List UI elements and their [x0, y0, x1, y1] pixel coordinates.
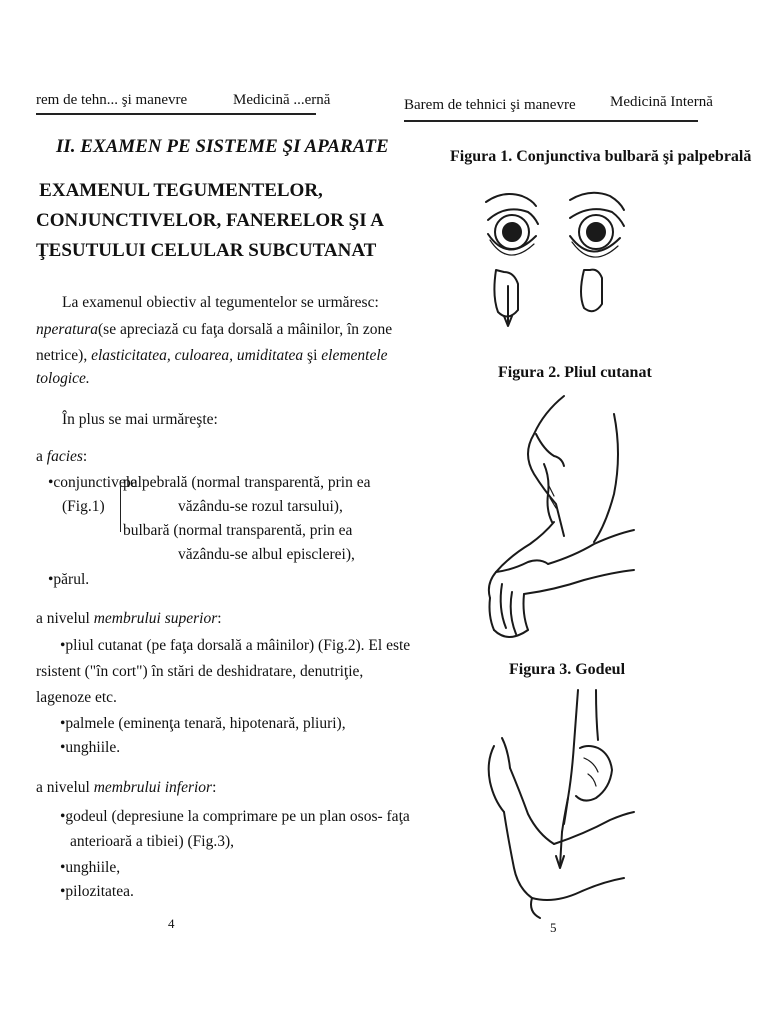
- right-page: [384, 0, 768, 1024]
- chapter-title: [36, 176, 385, 266]
- pitting-line: •godeul (depresiune la comprimare pe un plan osos- faţa: [60, 808, 410, 825]
- lower-limb-line: [36, 778, 216, 798]
- upper-limb-word: membrului superior: [93, 610, 218, 627]
- facies-word: facies: [46, 448, 83, 465]
- intro-italic: elasticitatea, culoarea, umiditatea: [91, 347, 304, 364]
- intro-text: netrice),: [36, 347, 92, 364]
- facies-colon: :: [82, 448, 88, 465]
- lower-limb-word: membrului inferior: [93, 779, 213, 796]
- section-title: II. EXAMEN PE SISTEME ŞI APARATE: [56, 136, 389, 157]
- eyes-lower-lid-pulled-drawing: [478, 186, 648, 336]
- edema-pitting-shin-drawing: [484, 688, 634, 920]
- palpebral-line: palpebrală (normal transparentă, prin ea: [123, 474, 371, 491]
- intro-line: tologice.: [36, 370, 90, 387]
- skin-fold-line: rsistent ("în cort") în stări de deshidratare, denutriţie,: [36, 663, 364, 680]
- nails-line: •unghiile,: [60, 859, 121, 876]
- intro-italic: elementele: [321, 347, 388, 364]
- skin-fold-pinch-drawing: [484, 394, 634, 652]
- conjunctive-brace: [120, 480, 121, 532]
- figure-1-caption: Figura 1. Conjunctiva bulbară şi palpebrală: [450, 148, 752, 165]
- page-number: 4: [168, 916, 175, 931]
- left-header-rule: [36, 113, 316, 115]
- chapter-title-line: ŢESUTULUI CELULAR SUBCUTANAT: [36, 240, 377, 261]
- upper-limb-prefix: a nivelul: [36, 610, 94, 627]
- pitting-line: anterioară a tibiei) (Fig.3),: [70, 833, 234, 850]
- right-header-title: Barem de tehnici şi manevre: [404, 97, 576, 113]
- hair-growth-line: •pilozitatea.: [60, 883, 134, 900]
- intro-text: (se apreciază cu faţa dorsală a mâinilor, în zone: [98, 321, 393, 338]
- figure-3-caption: Figura 3. Godeul: [509, 661, 626, 678]
- intro-line: [36, 320, 393, 340]
- skin-fold-line: lagenoze etc.: [36, 689, 117, 706]
- intro-line: [36, 346, 388, 366]
- page-number: 5: [550, 920, 557, 935]
- intro-italic: nperatura: [36, 321, 98, 338]
- lower-limb-colon: :: [212, 779, 217, 796]
- in-plus-line: În plus se mai urmăreşte:: [62, 411, 218, 428]
- right-header-subject: Medicină Internă: [610, 94, 713, 110]
- facies-line: [36, 447, 87, 467]
- skin-fold-line: •pliul cutanat (pe faţa dorsală a mâinilor) (Fig.2). El este: [60, 637, 411, 654]
- palpebral-line: văzându-se rozul tarsului),: [178, 498, 343, 515]
- palms-line: •palmele (eminenţa tenară, hipotenară, pliuri),: [60, 715, 346, 732]
- nails-line: •unghiile.: [60, 739, 121, 756]
- intro-text: şi: [303, 347, 322, 364]
- conjunctive-label: •conjunctivele: [48, 474, 137, 491]
- bulbar-line: văzându-se albul episclerei),: [178, 546, 355, 563]
- hair-line: •părul.: [48, 571, 90, 588]
- left-header-subject: Medicină ...ernă: [233, 92, 331, 108]
- lower-limb-prefix: a nivelul: [36, 779, 94, 796]
- upper-limb-line: [36, 609, 222, 629]
- bulbar-line: bulbară (normal transparentă, prin ea: [123, 522, 353, 539]
- conjunctive-fig-ref: (Fig.1): [62, 498, 105, 515]
- chapter-title-line: CONJUNCTIVELOR, FANERELOR ŞI A: [36, 210, 385, 231]
- figure-2-caption: Figura 2. Pliul cutanat: [498, 364, 652, 381]
- right-header-rule: [404, 120, 698, 122]
- chapter-title-line: EXAMENUL TEGUMENTELOR,: [39, 180, 323, 201]
- intro-line: La examenul obiectiv al tegumentelor se urmăresc:: [62, 294, 379, 311]
- left-header-title: rem de tehn... şi manevre: [36, 92, 188, 108]
- upper-limb-colon: :: [217, 610, 222, 627]
- facies-prefix: a: [36, 448, 47, 465]
